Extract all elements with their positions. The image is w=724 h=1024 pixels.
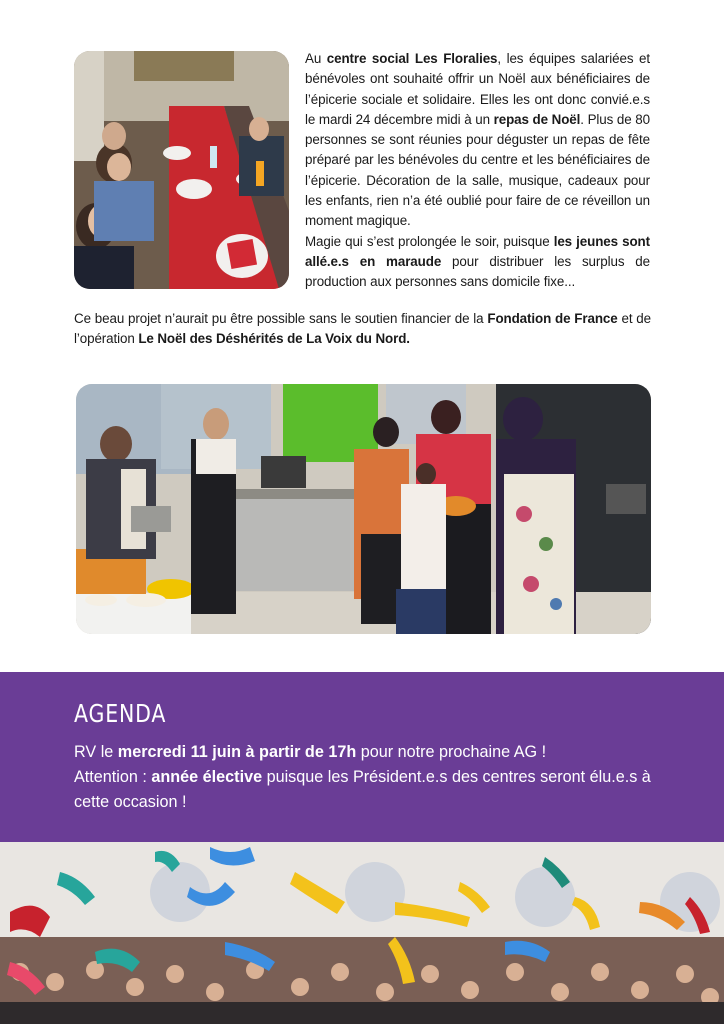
- intro-paragraph-2: Magie qui s’est prolongée le soir, puisque les jeunes sont allé.e.s en maraude pour distribuer les surplus de production aux personnes sans domicile fixe...: [305, 233, 650, 290]
- agenda-title: AGENDA: [74, 699, 167, 728]
- kitchen-volunteers-photo: [76, 384, 651, 634]
- intro-paragraph-1: Au centre social Les Floralies, les équipes salariées et bénévoles ont souhaité offrir un Noël aux bénéficiaires de l’épicerie sociale et solidaire. Elles les ont donc convié.e.s le mardi 24 décembre midi à un repas de Noël. Plus de 80 personnes se sont réunies pour déguster un repas de fête préparé par les bénévoles du centre et les bénéficiaires de l’épicerie. Décoration de la salle, musique, cadeaux pour les enfants, rien n’a été oublié pour faire de ce réveillon un moment magique.: [305, 51, 650, 229]
- agenda-text: RV le mercredi 11 juin à partir de 17h pour notre prochaine AG ! Attention : année élective puisque les Président.e.s des centres seront élu.e.s à cette occasion !: [74, 743, 651, 811]
- crowd-throwing-scarves-photo: [0, 842, 724, 1024]
- agenda-section: [0, 672, 724, 842]
- support-text: Ce beau projet n’aurait pu être possible sans le soutien financier de la Fondation de France et de l’opération Le Noël des Déshérités de La Voix du Nord.: [74, 311, 651, 347]
- christmas-meal-photo: [74, 51, 289, 289]
- intro-text: [305, 49, 650, 293]
